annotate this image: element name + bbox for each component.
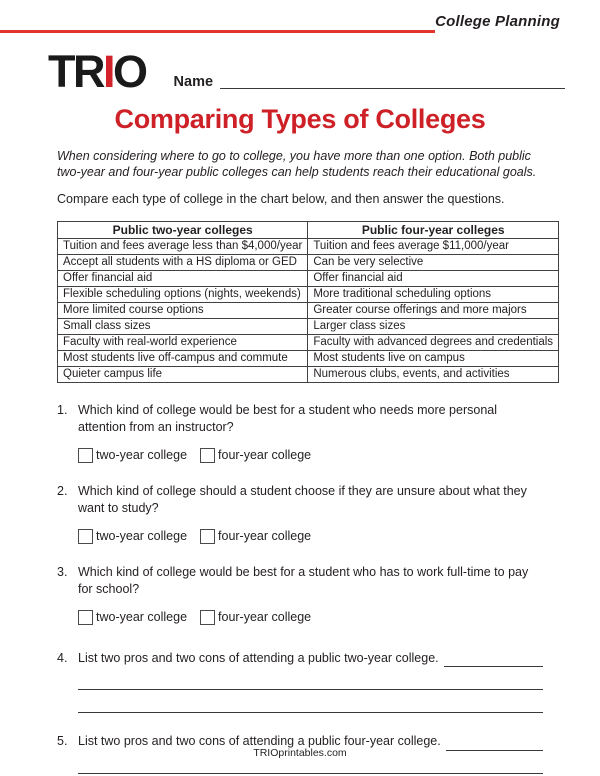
- category-label: College Planning: [435, 13, 560, 30]
- table-header-two-year: Public two-year colleges: [58, 221, 308, 238]
- footer-site: TRIOprintables.com: [253, 747, 347, 759]
- four-year-option: [200, 529, 311, 544]
- question-number: 5.: [57, 734, 68, 749]
- table-row: [58, 286, 559, 302]
- header-rule: [0, 30, 435, 33]
- table-row: [58, 270, 559, 286]
- worksheet-body: [0, 148, 600, 776]
- checkbox-label: two-year college: [96, 529, 188, 544]
- question-2-options: [78, 529, 543, 544]
- table-cell: Larger class sizes: [308, 318, 559, 334]
- four-year-checkbox[interactable]: [200, 610, 215, 625]
- instruction-paragraph: Compare each type of college in the chart below, and then answer the questions.: [57, 191, 505, 206]
- table-row: [58, 350, 559, 366]
- checkbox-label: four-year college: [218, 529, 312, 544]
- table-cell: Offer financial aid: [58, 270, 308, 286]
- table-cell: More limited course options: [58, 302, 308, 318]
- answer-line: [78, 690, 543, 713]
- question-text: List two pros and two cons of attending a public four-year college.: [78, 734, 441, 749]
- table-row: [58, 254, 559, 270]
- question-3-options: [78, 610, 543, 625]
- two-year-option: [78, 529, 187, 544]
- comparison-table: [57, 221, 559, 383]
- table-cell: More traditional scheduling options: [308, 286, 559, 302]
- two-year-checkbox[interactable]: [78, 448, 93, 463]
- four-year-checkbox[interactable]: [200, 529, 215, 544]
- table-cell: Can be very selective: [308, 254, 559, 270]
- table-header-four-year: Public four-year colleges: [308, 221, 559, 238]
- logo-letter-o: O: [113, 46, 146, 98]
- four-year-option: [200, 448, 311, 463]
- inline-answer-line: [444, 654, 543, 667]
- question-number: 1.: [57, 402, 68, 417]
- table-row: [58, 318, 559, 334]
- page-header: [0, 0, 600, 40]
- checkbox-label: four-year college: [218, 610, 312, 625]
- two-year-option: [78, 610, 187, 625]
- question-2: [57, 483, 543, 544]
- name-field-group: [174, 74, 555, 91]
- four-year-checkbox[interactable]: [200, 448, 215, 463]
- table-cell: Greater course offerings and more majors: [308, 302, 559, 318]
- table-cell: Tuition and fees average $11,000/year: [308, 238, 559, 254]
- table-row: [58, 334, 559, 350]
- two-year-checkbox[interactable]: [78, 529, 93, 544]
- table-row: [58, 302, 559, 318]
- checkbox-label: two-year college: [96, 610, 188, 625]
- table-cell: Accept all students with a HS diploma or GED: [58, 254, 308, 270]
- table-cell: Flexible scheduling options (nights, weekends): [58, 286, 308, 302]
- logo-letters-tr: TR: [48, 46, 103, 98]
- checkbox-label: four-year college: [218, 448, 312, 463]
- page-title: Comparing Types of Colleges: [114, 104, 486, 134]
- checkbox-label: two-year college: [96, 448, 188, 463]
- table-cell: Most students live off-campus and commute: [58, 350, 308, 366]
- table-row: [58, 238, 559, 254]
- table-cell: Tuition and fees average less than $4,000/year: [58, 238, 308, 254]
- table-cell: Faculty with advanced degrees and credentials: [308, 334, 559, 350]
- question-1: [57, 402, 543, 463]
- question-text: Which kind of college should a student choose if they are unsure about what they want to study?: [78, 483, 527, 516]
- table-cell: Quieter campus life: [58, 366, 308, 382]
- table-cell: Numerous clubs, events, and activities: [308, 366, 559, 382]
- four-year-option: [200, 610, 311, 625]
- question-1-options: [78, 448, 543, 463]
- two-year-option: [78, 448, 187, 463]
- question-text: List two pros and two cons of attending a public two-year college.: [78, 650, 439, 665]
- table-header-row: [58, 221, 559, 238]
- table-cell: Offer financial aid: [308, 270, 559, 286]
- intro-paragraph: When considering where to go to college, you have more than one option. Both public two-year and four-year public colleges can help students reach their educational goals.: [57, 149, 537, 180]
- table-row: [58, 366, 559, 382]
- two-year-checkbox[interactable]: [78, 610, 93, 625]
- question-text: Which kind of college would be best for a student who has to work full-time to pay for school?: [78, 564, 529, 597]
- table-cell: Most students live on campus: [308, 350, 559, 366]
- question-4: [57, 650, 543, 714]
- question-number: 2.: [57, 483, 68, 498]
- logo-name-row: [0, 46, 600, 98]
- name-label: Name: [173, 73, 214, 90]
- name-blank-line: [220, 74, 565, 89]
- answer-line: [78, 667, 543, 690]
- table-cell: Faculty with real-world experience: [58, 334, 308, 350]
- table-cell: Small class sizes: [58, 318, 308, 334]
- trio-logo: [48, 46, 146, 98]
- question-number: 4.: [57, 650, 68, 665]
- questions-section: [57, 402, 543, 776]
- logo-letter-i: I: [103, 46, 114, 98]
- question-number: 3.: [57, 564, 68, 579]
- question-3: [57, 564, 543, 625]
- question-text: Which kind of college would be best for a student who needs more personal attention from an instructor?: [78, 402, 497, 435]
